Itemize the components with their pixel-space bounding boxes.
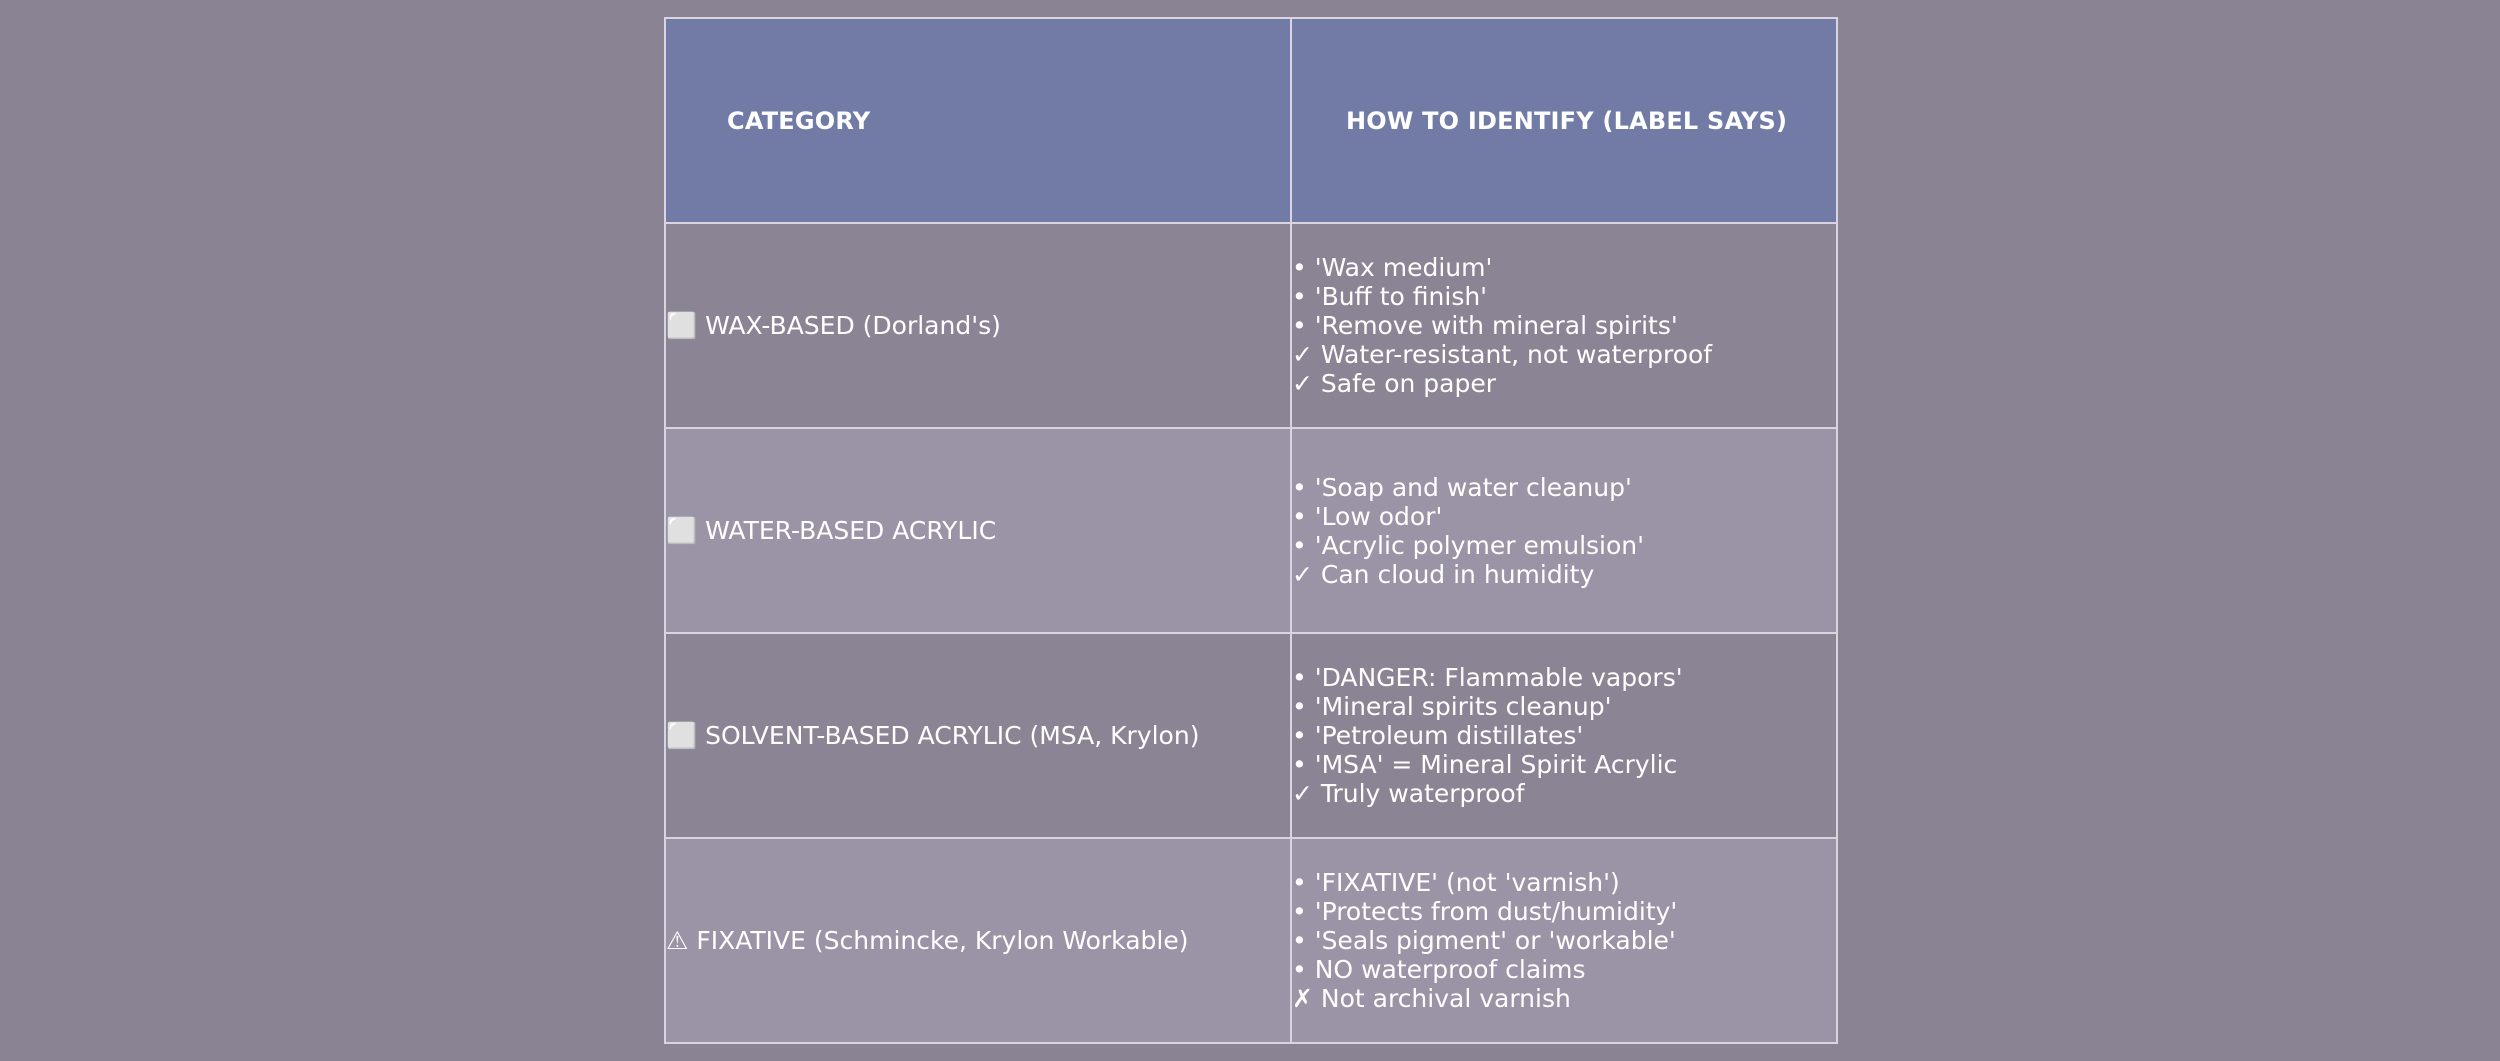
identify-line: • 'Seals pigment' or 'workable' — [1292, 926, 1676, 955]
identify-line: ✓ Can cloud in humidity — [1292, 559, 1595, 589]
varnish-identification-table — [664, 17, 1838, 1044]
identify-line: • 'Low odor' — [1292, 501, 1443, 531]
identify-cell — [1291, 838, 1837, 1043]
category-cell: ⬜ WATER-BASED ACRYLIC — [665, 428, 1291, 633]
identify-line: • 'Petroleum distillates' — [1292, 721, 1584, 750]
identify-line: • 'Wax medium' — [1292, 253, 1493, 282]
identify-line: ✓ Safe on paper — [1292, 369, 1497, 398]
identify-line: • 'Acrylic polymer emulsion' — [1292, 530, 1645, 560]
header-row — [665, 18, 1837, 223]
identify-line: • 'Mineral spirits cleanup' — [1292, 692, 1612, 721]
identify-line: • NO waterproof claims — [1292, 955, 1586, 984]
identify-line: • 'DANGER: Flammable vapors' — [1292, 663, 1683, 692]
identify-line: ✗ Not archival varnish — [1292, 984, 1571, 1013]
identify-line: • 'Remove with mineral spirits' — [1292, 311, 1678, 340]
table-row — [665, 223, 1837, 428]
header-identify: HOW TO IDENTIFY (LABEL SAYS) — [1291, 18, 1837, 223]
table-row — [665, 428, 1837, 633]
header-category: CATEGORY — [665, 18, 1291, 223]
identify-line: • 'Buff to finish' — [1292, 282, 1488, 311]
identify-line: ✓ Water-resistant, not waterproof — [1292, 340, 1713, 369]
category-cell: ⬜ WAX-BASED (Dorland's) — [665, 223, 1291, 428]
identify-cell — [1291, 223, 1837, 428]
identify-line: • 'Soap and water cleanup' — [1292, 472, 1632, 502]
identify-cell — [1291, 633, 1837, 838]
table-row — [665, 633, 1837, 838]
identify-line: • 'Protects from dust/humidity' — [1292, 897, 1678, 926]
identify-line: ✓ Truly waterproof — [1292, 779, 1525, 808]
category-cell: ⬜ SOLVENT-BASED ACRYLIC (MSA, Krylon) — [665, 633, 1291, 838]
identify-line: • 'MSA' = Mineral Spirit Acrylic — [1292, 750, 1678, 779]
identify-line: • 'FIXATIVE' (not 'varnish') — [1292, 868, 1620, 897]
table-row — [665, 838, 1837, 1043]
identify-cell — [1291, 428, 1837, 633]
category-cell: ⚠ FIXATIVE (Schmincke, Krylon Workable) — [665, 838, 1291, 1043]
